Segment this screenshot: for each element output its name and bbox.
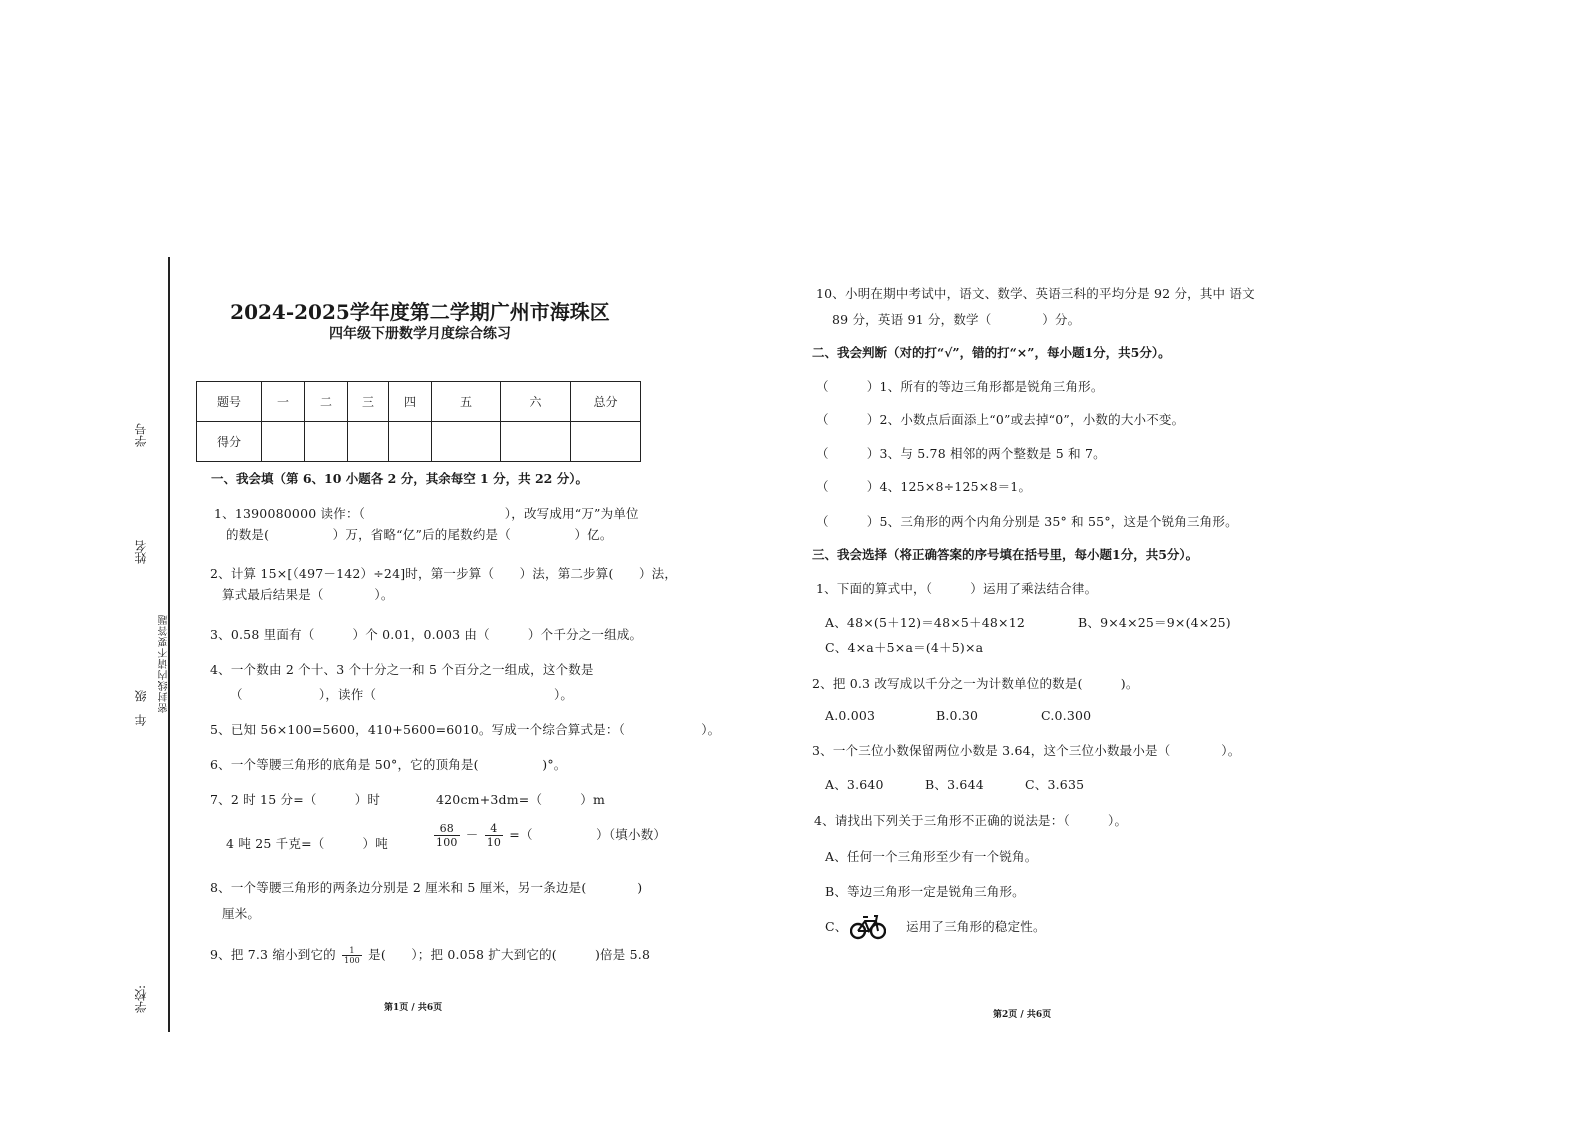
q8-line2: 厘米。 <box>222 906 261 921</box>
choice3-option-c: C、3.635 <box>1025 777 1085 792</box>
q10-line1: 10、小明在期中考试中，语文、数学、英语三科的平均分是 92 分，其中 语文 <box>816 286 1255 301</box>
score-cell[interactable] <box>305 422 348 462</box>
judge-item-1: （ ）1、所有的等边三角形都是锐角三角形。 <box>816 379 1104 394</box>
bicycle-icon <box>850 911 886 941</box>
choice2-option-c: C.0.300 <box>1041 708 1092 723</box>
fraction-denominator: 100 <box>436 836 458 849</box>
fraction-numerator: 68 <box>434 822 460 836</box>
fraction-numerator: 1 <box>342 946 362 956</box>
q7-b: 420cm+3dm=（ ）m <box>436 792 606 807</box>
score-header-cell: 一 <box>262 382 305 422</box>
score-header-cell: 五 <box>432 382 501 422</box>
q5: 5、已知 56×100=5600，410+5600=6010。写成一个综合算式是：（ ）。 <box>210 722 721 737</box>
score-header-cell: 二 <box>305 382 348 422</box>
score-table-score-row <box>197 422 641 462</box>
q9-fraction <box>342 946 362 965</box>
choice4-option-a: A、任何一个三角形至少有一个锐角。 <box>825 849 1038 864</box>
section2-title: 二、我会判断（对的打“√”，错的打“×”，每小题1分，共5分）。 <box>812 345 1171 360</box>
grade-label: 年 级 <box>134 690 148 726</box>
judge-item-4: （ ）4、125×8÷125×8＝1。 <box>816 479 1032 494</box>
choice3-option-b: B、3.644 <box>925 777 984 792</box>
choice1-option-c: C、4×a＋5×a＝(4＋5)×a <box>825 640 984 655</box>
judge-item-3: （ ）3、与 5.78 相邻的两个整数是 5 和 7。 <box>816 446 1106 461</box>
score-header-cell: 六 <box>501 382 571 422</box>
q9-part-b: 是( ）；把 0.058 扩大到它的( )倍是 5.8 <box>368 947 651 962</box>
choice1-option-a: A、48×(5＋12)＝48×5＋48×12 <box>825 615 1026 630</box>
q1-line1: 1、1390080000 读作：（ ），改写成用“万”为单位 <box>214 506 639 521</box>
score-cell[interactable] <box>262 422 305 462</box>
section3-title: 三、我会选择（将正确答案的序号填在括号里，每小题1分，共5分）。 <box>812 547 1199 562</box>
fraction-denominator: 10 <box>486 836 502 849</box>
score-table <box>196 381 641 462</box>
choice4-option-c-label: C、 <box>825 919 848 934</box>
seal-line-note: 密封线内请不要答题 <box>159 614 170 713</box>
q7-a: 7、2 时 15 分=（ ）时 <box>210 792 381 807</box>
judge-item-2: （ ）2、小数点后面添上“0”或去掉“0”，小数的大小不变。 <box>816 412 1185 427</box>
score-row-label: 得分 <box>197 422 262 462</box>
q7-fraction-2 <box>485 822 503 849</box>
page-footer-1: 第1页 / 共6页 <box>384 1003 443 1013</box>
q7-d: =（ ）（填小数） <box>509 827 667 842</box>
choice4-option-c-text: 运用了三角形的稳定性。 <box>906 919 1046 934</box>
page-footer-2: 第2页 / 共6页 <box>993 1010 1052 1020</box>
choice4-question: 4、请找出下列关于三角形不正确的说法是：（ ）。 <box>814 813 1128 828</box>
choice2-option-a: A.0.003 <box>825 708 876 723</box>
score-header-cell: 四 <box>389 382 432 422</box>
fraction-denominator: 100 <box>344 956 360 965</box>
q4-line2: （ ），读作（ ）。 <box>230 687 574 702</box>
q9-part-a: 9、把 7.3 缩小到它的 <box>210 947 336 962</box>
minus-sign: － <box>465 827 479 842</box>
score-cell[interactable] <box>501 422 571 462</box>
q7-fraction-1 <box>434 822 460 849</box>
score-cell[interactable] <box>389 422 432 462</box>
choice1-option-b: B、9×4×25＝9×(4×25) <box>1078 615 1231 630</box>
q7-c: 4 吨 25 千克=（ ）吨 <box>226 836 388 851</box>
exam-subtitle: 四年级下册数学月度综合练习 <box>329 326 511 342</box>
q8-line1: 8、一个等腰三角形的两条边分别是 2 厘米和 5 厘米，另一条边是( ) <box>210 880 643 895</box>
score-header-cell: 三 <box>348 382 389 422</box>
choice4-option-b: B、等边三角形一定是锐角三角形。 <box>825 884 1025 899</box>
fraction-numerator: 4 <box>485 822 503 836</box>
student-number-label: 学号 <box>134 423 148 447</box>
q9 <box>210 945 650 965</box>
choice1-question: 1、下面的算式中，（ ）运用了乘法结合律。 <box>816 581 1098 596</box>
score-cell[interactable] <box>432 422 501 462</box>
q4-line1: 4、一个数由 2 个十、3 个十分之一和 5 个百分之一组成，这个数是 <box>210 662 594 677</box>
q7-fraction-expression <box>432 822 666 849</box>
q10-line2: 89 分，英语 91 分，数学（ ）分。 <box>832 312 1081 327</box>
score-cell[interactable] <box>571 422 641 462</box>
choice2-question: 2、把 0.3 改写成以千分之一为计数单位的数是( )。 <box>812 676 1139 691</box>
score-cell[interactable] <box>348 422 389 462</box>
q6: 6、一个等腰三角形的底角是 50°，它的顶角是( )°。 <box>210 757 567 772</box>
choice2-option-b: B.0.30 <box>936 708 979 723</box>
name-label: 姓名 <box>134 540 148 564</box>
choice3-question: 3、一个三位小数保留两位小数是 3.64，这个三位小数最小是（ ）。 <box>812 743 1241 758</box>
score-header-cell: 总分 <box>571 382 641 422</box>
judge-item-5: （ ）5、三角形的两个内角分别是 35° 和 55°，这是个锐角三角形。 <box>816 514 1238 529</box>
section1-title: 一、我会填（第 6、10 小题各 2 分，其余每空 1 分，共 22 分）。 <box>211 471 588 486</box>
q3: 3、0.58 里面有（ ）个 0.01，0.003 由（ ）个千分之一组成。 <box>210 627 643 642</box>
exam-title: 2024-2025学年度第二学期广州市海珠区 <box>230 300 610 324</box>
choice3-option-a: A、3.640 <box>825 777 884 792</box>
q2-line2: 算式最后结果是（ ）。 <box>222 587 394 602</box>
school-label: 学校: <box>134 985 148 1014</box>
score-header-cell: 题号 <box>197 382 262 422</box>
q2-line1: 2、计算 15×[（497－142）÷24]时，第一步算（ ）法，第二步算( ）法， <box>210 566 678 581</box>
q1-line2: 的数是( ）万，省略“亿”后的尾数约是（ ）亿。 <box>226 527 613 542</box>
score-table-header-row <box>197 382 641 422</box>
